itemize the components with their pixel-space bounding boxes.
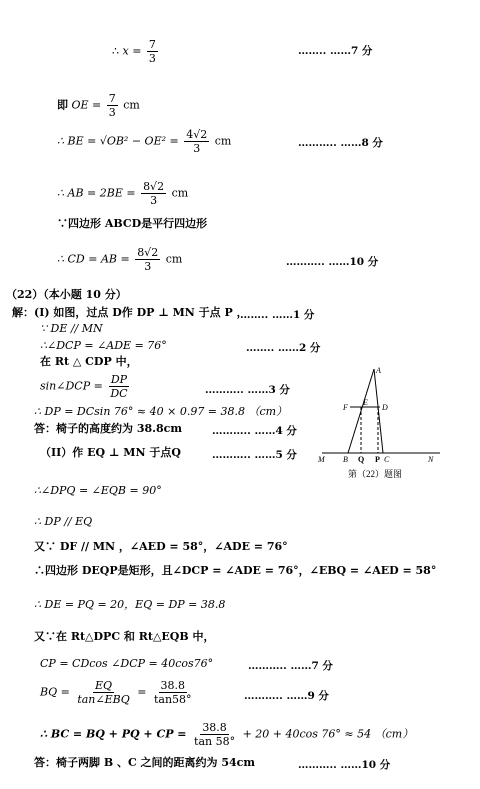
part-2-step-8: BQ = $\frac{EQ}{\text{tan∠EBQ}}$ = $\frac{38.8}{\tan 58^\circ}$ xyxy=(40,679,192,706)
part-2-step-2: ∴ DP // EQ xyxy=(34,515,93,528)
label-c: C xyxy=(384,455,390,464)
fraction: $\frac{38.8}{\tan 58^\circ}$ xyxy=(194,721,236,748)
part-2-step-9: ∴ BC = BQ + PQ + CP = $\frac{38.8}{\tan 58^\circ}$ + 20 + 40cos 76° ≈ 54 （cm） xyxy=(40,721,414,748)
fraction: $\frac{7}{3}$ xyxy=(148,38,156,65)
answer-1: 答：椅子的高度约为 38.8cm xyxy=(34,422,182,435)
label-p: P xyxy=(375,455,380,464)
line-parallelogram: ∵四边形 ABCD是平行四边形 xyxy=(57,217,208,230)
score-7b: ……….. ……7 分 xyxy=(248,660,333,672)
solution-step-4: 在 Rt △ CDP 中， xyxy=(40,355,138,368)
label-q: Q xyxy=(358,455,365,464)
part-2-step-5: ∴ DE = PQ = 20，EQ = DP = 38.8 xyxy=(34,598,226,611)
part-2-title: （II）作 EQ ⊥ MN 于点Q xyxy=(40,446,181,459)
solution-step-2: ∵ DE // MN xyxy=(40,322,103,335)
answer-2: 答：椅子两脚 B 、C 之间的距离约为 54cm xyxy=(34,756,256,769)
part-2-step-1: ∴∠DPQ = ∠EQB = 90° xyxy=(34,484,162,497)
question-title: （22）（本小题 10 分） xyxy=(6,288,127,301)
solution-step-5: sin∠DCP = $\frac{DP}{DC}$ xyxy=(40,373,128,400)
part-2-step-3: 又∵ DF // MN ，∠AED = 58°，∠ADE = 76° xyxy=(34,540,288,553)
label-f: F xyxy=(343,403,348,412)
label-d: D xyxy=(382,403,388,412)
line-cd: ∴ CD = AB = $\frac{8√2}{3}$ cm xyxy=(57,246,183,273)
solution-step-1: 解：(I) 如图，过点 D作 DP ⊥ MN 于点 P ， xyxy=(12,306,248,319)
score-9: ……….. ……9 分 xyxy=(244,690,329,702)
fraction: $\frac{4√2}{3}$ xyxy=(186,128,208,155)
fraction: $\frac{38.8}{\tan 58^\circ}$ xyxy=(153,679,192,706)
score-5: ……….. ……5 分 xyxy=(212,449,297,461)
fraction: $\frac{7}{3}$ xyxy=(108,92,116,119)
label-a: A xyxy=(376,366,381,375)
score-3: ……….. ……3 分 xyxy=(205,384,290,396)
part-2-step-7: CP = CDcos ∠DCP = 40cos76° xyxy=(40,657,214,670)
solution-step-3: ∴∠DCP = ∠ADE = 76° xyxy=(40,339,167,352)
score-7: …….. ……7 分 xyxy=(298,45,373,57)
figure-caption: 第（22）题图 xyxy=(348,469,403,479)
line-ab xyxy=(348,369,374,453)
part-2-step-4: ∴四边形 DEQP是矩形，且∠DCP = ∠ADE = 76°，∠EBQ = ∠AED = 58° xyxy=(34,564,437,577)
fraction: $\frac{8√2}{3}$ xyxy=(143,180,165,207)
solution-step-6: ∴ DP = DCsin 76° ≈ 40 × 0.97 = 38.8 （cm） xyxy=(34,405,288,418)
score-1: …….. ……1 分 xyxy=(240,309,315,321)
score-10b: ……….. ……10 分 xyxy=(298,759,391,771)
fraction: $\frac{EQ}{\text{tan∠EBQ}}$ xyxy=(77,679,130,706)
label-b: B xyxy=(343,455,348,464)
line-oe: 即 OE = $\frac{7}{3}$ cm xyxy=(57,92,140,119)
score-10: ……….. ……10 分 xyxy=(286,256,379,268)
label-m: M xyxy=(318,455,325,464)
geometry-figure xyxy=(318,365,448,480)
score-2: …….. ……2 分 xyxy=(246,342,321,354)
label-e: E xyxy=(363,398,368,407)
label-n: N xyxy=(428,455,434,464)
part-2-step-6: 又∵在 Rt△DPC 和 Rt△EQB 中， xyxy=(34,630,215,643)
line-be: ∴ BE = √OB² − OE² = $\frac{4√2}{3}$ cm xyxy=(57,128,232,155)
score-8: ……….. ……8 分 xyxy=(298,137,383,149)
line-x-value: ∴ x = $\frac{7}{3}$ xyxy=(112,38,156,65)
fraction: $\frac{8√2}{3}$ xyxy=(137,246,159,273)
score-4: ……….. ……4 分 xyxy=(212,425,297,437)
line-ab: ∴ AB = 2BE = $\frac{8√2}{3}$ cm xyxy=(57,180,189,207)
fraction: $\frac{DP}{DC}$ xyxy=(110,373,128,400)
